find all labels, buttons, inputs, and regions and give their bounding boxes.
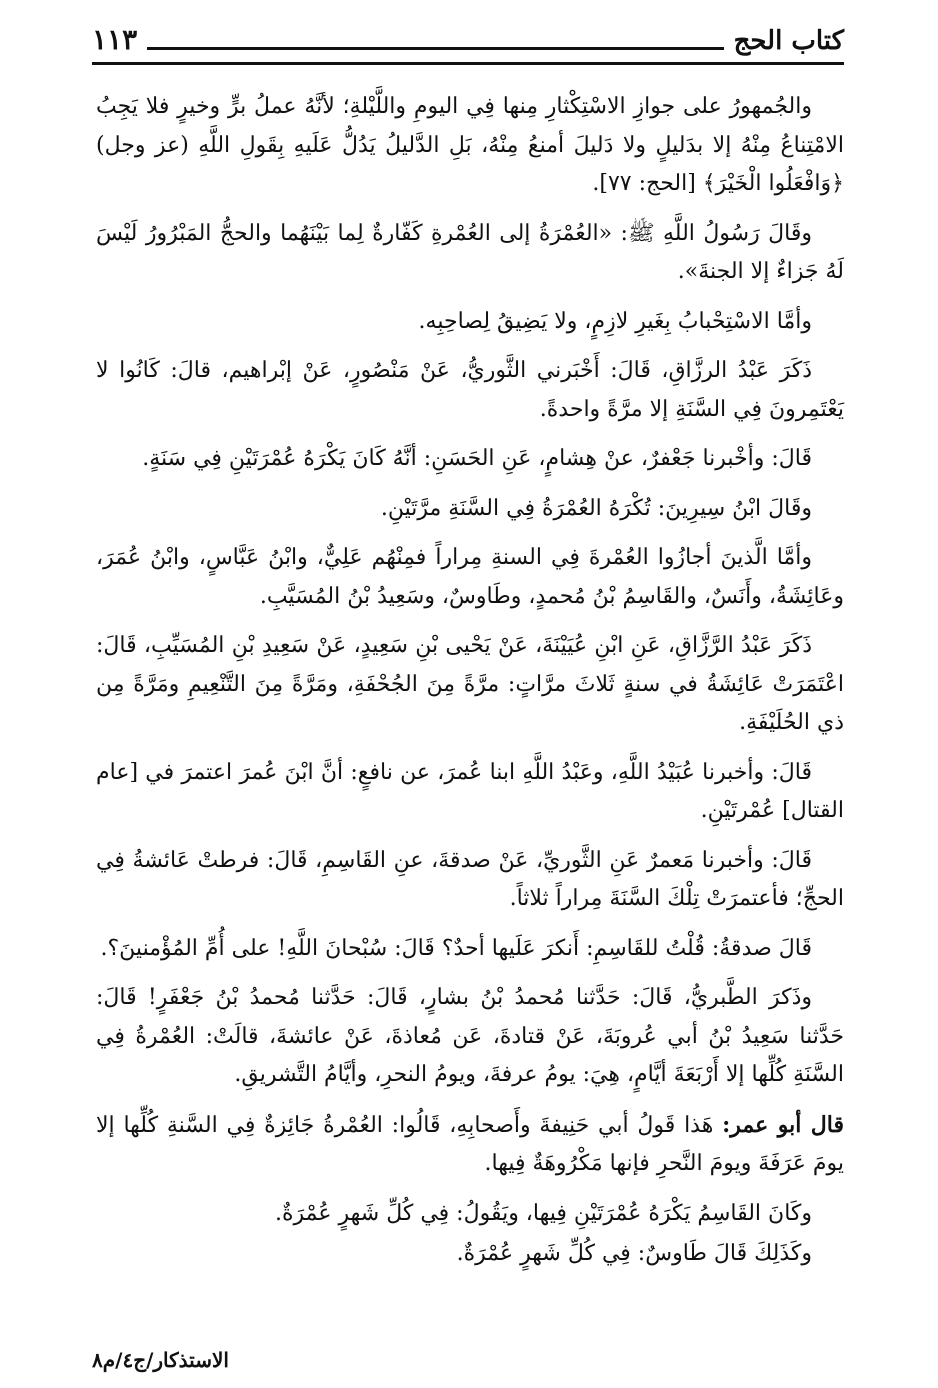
running-header [92, 14, 844, 56]
paragraph: قَالَ صدقةُ: قُلْتُ للقَاسِمِ: أَنكرَ عَلَيها أحدٌ؟ قَالَ: سُبْحانَ اللَّهِ! على أُمِّ المُؤْمنينَ؟. [100, 935, 812, 961]
page-number: ١١٣ [92, 23, 138, 56]
book-title: كتاب الحج [733, 26, 844, 56]
paragraph: ذَكَرَ عَبْدُ الرزَّاقِ، قَالَ: أَخْبَرني الثَّوريُّ، عَنْ مَنْصُورٍ، عَنْ إبْراهيم، قالَ: كَانُوا لا يَعْتَمِرونَ فِي السَّنَةِ إلا مرَّةً واحدةً. [96, 358, 844, 422]
paragraph: قَالَ: وأخْبرنا جَعْفرٌ، عنْ هِشامٍ، عَنِ الحَسَنِ: أنَّهُ كَانَ يَكْرَهُ عُمْرَتَيْنِ فِي سَنَةٍ. [142, 446, 812, 471]
paragraph: وأمَّا الاسْتِحْبابُ بِغَيرِ لازِمٍ، ولا يَضِيقُ لِصاحِبِه. [418, 308, 812, 334]
signature-mark: الاستذكار/ج٤/م٨ [92, 1348, 229, 1372]
paragraph: قَالَ: وأخبرنا مَعمرٌ عَنِ الثَّوريِّ، عَنْ صدقةَ، عنِ القَاسِمِ، قَالَ: فرطتْ عَائشةُ فِي الحجِّ؛ فأعتمرَتْ تِلْكَ السَّنَةَ مِراراً ثلاثاً. [96, 847, 844, 911]
paragraph: وكَذَلِكَ قَالَ طَاوسٌ: فِي كُلِّ شَهرٍ عُمْرَةٌ. [456, 1241, 812, 1266]
paragraph: ذَكَرَ عَبْدُ الرَّزَّاقِ، عَنِ ابْنِ عُيَيْنَةَ، عَنْ يَحْيى بْنِ سَعِيدٍ، عَنْ سَعِيدِ بْنِ المُسَيِّبِ، قَالَ: اعْتَمَرَتْ عَائِشَةُ في سنةٍ ثَلاثَ مرَّاتٍ: مرَّةً مِنَ الجُحْفَةِ، ومَرَّةً مِنَ التَّنْعِيمِ ومَرَّةً مِن ذي الحُلَيْفَةِ. [96, 633, 844, 735]
paragraph [96, 1106, 844, 1184]
paragraph-text: هَذا قَولُ أبي حَنِيفةَ وأَصحابِهِ، قَالُوا: العُمْرةُ جَائِزةٌ فِي السَّنةِ كُلِّها إلا يومَ عَرَفَةَ ويومَ النَّحرِ فإنها مَكْرُوهَةٌ فِيها. [96, 1112, 844, 1176]
paragraph: وذَكرَ الطَّبريُّ، قَالَ: حَدَّثنا مُحمدُ بْنُ بشارٍ، قَالَ: حَدَّثنا مُحمدُ بْنُ جَعْفَرٍ! قَالَ: حَدَّثنا سَعِيدُ بْنُ أبي عُروبَةَ، عَنْ قتادةَ، عَن مُعاذةَ، عَنْ عائشةَ، قالَتْ: العُمْرةُ فِي السَّنَةِ كُلِّها إلا أَرْبَعَةَ أيَّامٍ، هِيَ: يومُ عرفةَ، ويومُ النحرِ، وأيَّامُ التَّشريقِ. [96, 985, 844, 1087]
speaker-label: قال أبو عمر: [722, 1111, 844, 1138]
header-line [147, 47, 723, 50]
paragraph: وقَالَ رَسُولُ اللَّهِ ﷺ: «العُمْرَةُ إلى العُمْرةِ كَفّارةٌ لِما بَيْنَهُما والحجُّ المَبْرُورُ لَيْسَ لَهُ جَزاءٌ إلا الجنةَ». [96, 220, 844, 284]
paragraph: والجُمهورُ على جوازِ الاسْتِكْثارِ مِنها فِي اليومِ واللَّيْلةِ؛ لأنَّهُ عملُ برٍّ وخيرٍ فلا يَجِبُ الامْتِناعُ مِنْهُ إلا بدَليلٍ ولا دَليلَ أمنعُ مِنْهُ، بَلِ الدَّليلُ يَدُلُّ عَلَيهِ بِقَولِ اللَّهِ (عز وجل) ﴿وَافْعَلُوا الْخَيْرَ﴾ [الحج: ٧٧]. [96, 94, 844, 196]
paragraph: وأمَّا الَّذينَ أجازُوا العُمْرةَ فِي السنةِ مِراراً فمِنْهُم عَلِيٌّ، وابْنُ عَبَّاسٍ، وابْنُ عُمَرَ، وعَائِشَةُ، وأَنَسٌ، والقَاسِمُ بْنُ مُحمدٍ، وطَاوسٌ، وسَعِيدُ بْنُ المُسَيَّبِ. [96, 545, 844, 609]
paragraph: قَالَ: وأخبرنا عُبَيْدُ اللَّهِ، وعَبْدُ اللَّهِ ابنا عُمرَ، عن نافعٍ: أنَّ ابْنَ عُمرَ اعتمرَ في [عام القتال] عُمْرتَيْنِ. [96, 759, 844, 823]
header-rule [92, 62, 844, 65]
paragraph: وكَانَ القَاسِمُ يَكْرَهُ عُمْرَتَيْنِ فِيها، ويَقُولُ: فِي كُلِّ شَهرٍ عُمْرَةٌ. [275, 1200, 812, 1226]
page-body [96, 88, 844, 1276]
paragraph: وقَالَ ابْنُ سِيرِينَ: تُكْرَهُ العُمْرَةُ فِي السَّنَةِ مرَّتَيْنِ. [380, 495, 812, 521]
